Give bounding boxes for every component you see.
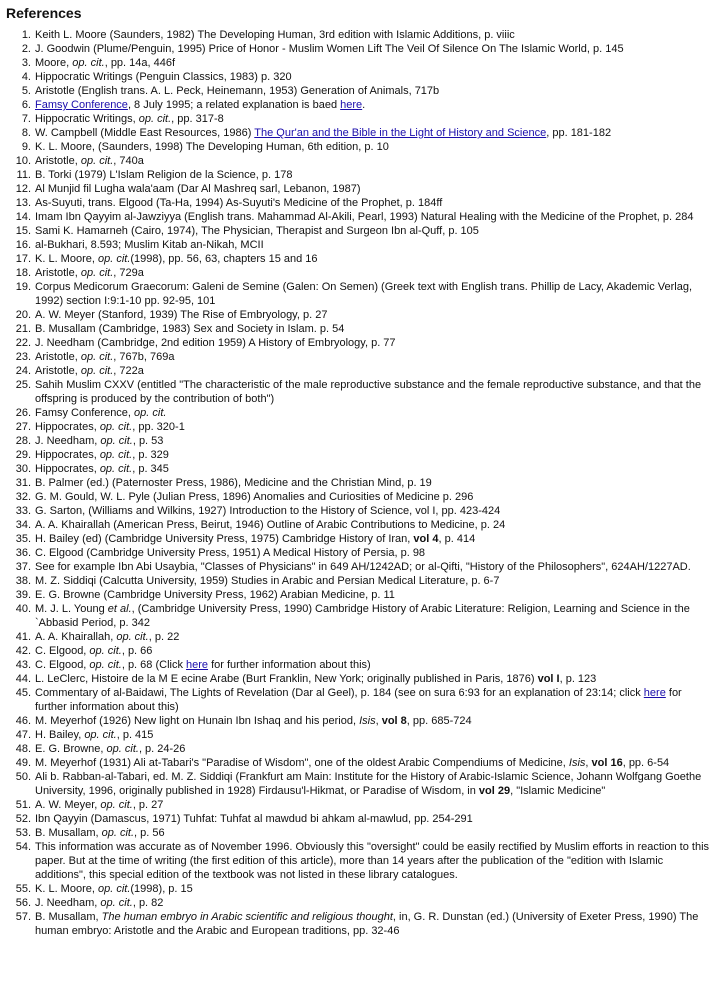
reference-number: 35. [15, 533, 31, 545]
reference-text-segment: Keith L. Moore (Saunders, 1982) The Developing Human, 3rd edition with Islamic Additions, p. viiic [35, 29, 515, 41]
reference-italic-text: op. cit. [100, 435, 133, 447]
reference-text [35, 112, 712, 126]
reference-text [35, 350, 712, 364]
reference-italic-text: op. cit. [106, 743, 139, 755]
reference-number: 5. [21, 85, 31, 97]
reference-number: 6. [21, 99, 31, 111]
reference-text-segment: L. LeClerc, Histoire de la M E ecine Arabe (Burt Franklin, New York; originally published in Paris, 1876) [35, 673, 538, 685]
reference-text-segment: J. Needham, [35, 897, 101, 909]
reference-text-segment: M. Meyerhof (1931) Ali at-Tabari's "Paradise of Wisdom", one of the oldest Arabic Compendiums of Medicine, [35, 757, 569, 769]
reference-item [6, 378, 712, 406]
reference-bold-text: vol 4 [413, 533, 439, 545]
reference-item [6, 882, 712, 896]
reference-text [35, 490, 712, 504]
reference-number: 24. [15, 365, 31, 377]
reference-text [35, 42, 712, 56]
reference-number: 39. [15, 589, 31, 601]
reference-number: 50. [15, 771, 31, 783]
reference-link[interactable]: Famsy Conference [35, 99, 128, 111]
reference-text [35, 336, 712, 350]
reference-italic-text: op. cit. [99, 421, 133, 433]
reference-number: 4. [21, 71, 31, 83]
reference-item [6, 812, 712, 826]
reference-text [35, 210, 712, 224]
reference-item [6, 714, 712, 728]
reference-number: 30. [15, 463, 31, 475]
reference-text [35, 224, 712, 238]
reference-number: 54. [15, 841, 31, 853]
reference-text-segment: J. Needham (Cambridge, 2nd edition 1959) A History of Embryology, p. 77 [35, 337, 396, 349]
reference-number: 22. [15, 337, 31, 349]
reference-text-segment: E. G. Browne (Cambridge University Press, 1962) Arabian Medicine, p. 11 [35, 589, 395, 601]
reference-bold-text: vol 16 [591, 757, 623, 769]
reference-number: 9. [21, 141, 31, 153]
reference-item [6, 756, 712, 770]
reference-number: 1. [21, 29, 31, 41]
reference-italic-text: op. cit. [100, 897, 133, 909]
reference-italic-text: op. cit. [134, 407, 167, 419]
reference-text-segment: al-Bukhari, 8.593; Muslim Kitab an-Nikah, MCII [35, 239, 264, 251]
reference-text [35, 308, 712, 322]
reference-number: 42. [15, 645, 31, 657]
reference-text-segment: A. W. Meyer, [35, 799, 101, 811]
reference-item [6, 588, 712, 602]
reference-number: 55. [15, 883, 31, 895]
reference-item [6, 742, 712, 756]
reference-text-segment: Moore, [35, 57, 73, 69]
reference-text [35, 420, 712, 434]
reference-text-segment: , p. 66 [121, 645, 153, 657]
reference-bold-text: vol I [537, 673, 560, 685]
reference-item [6, 518, 712, 532]
reference-text [35, 798, 712, 812]
reference-number: 17. [15, 253, 31, 265]
reference-number: 49. [15, 757, 31, 769]
reference-text-segment: B. Musallam (Cambridge, 1983) Sex and Society in Islam. p. 54 [35, 323, 345, 335]
reference-text-segment: Aristotle, [35, 155, 81, 167]
reference-text [35, 714, 712, 728]
reference-text [35, 588, 712, 602]
reference-text-segment: G. M. Gould, W. L. Pyle (Julian Press, 1896) Anomalies and Curiosities of Medicine p. 296 [35, 491, 474, 503]
reference-number: 19. [15, 281, 31, 293]
reference-text-segment: , [375, 715, 382, 727]
reference-number: 15. [15, 225, 31, 237]
reference-number: 11. [16, 169, 31, 181]
reference-item [6, 350, 712, 364]
reference-text-segment: Commentary of al-Baidawi, The Lights of Revelation (Dar al Geel), p. 184 (see on sura 6:93 for an explanation of 23:14; click [35, 687, 644, 699]
reference-item [6, 56, 712, 70]
reference-text [35, 756, 712, 770]
reference-item [6, 42, 712, 56]
reference-text-segment: , p. 329 [132, 449, 169, 461]
reference-text-segment: , p. 68 (Click [121, 659, 187, 671]
reference-text-segment: Famsy Conference, [35, 407, 135, 419]
reference-italic-text: op. cit. [138, 113, 172, 125]
reference-text-segment: B. Torki (1979) L'Islam Religion de la Science, p. 178 [35, 169, 293, 181]
reference-item [6, 546, 712, 560]
reference-item [6, 672, 712, 686]
reference-item [6, 98, 712, 112]
reference-text-segment: C. Elgood, [35, 659, 90, 671]
reference-italic-text: op. cit. [99, 449, 133, 461]
reference-italic-text: op. cit. [116, 631, 149, 643]
reference-number: 34. [15, 519, 31, 531]
reference-text [35, 812, 712, 826]
reference-text-segment: Imam Ibn Qayyim al-Jawziyya (English trans. Mahammad Al-Akili, Pearl, 1993) Natural Healing with the Medicine of the Prophet, p. 284 [35, 211, 694, 223]
reference-text-segment: This information was accurate as of November 1996. Obviously this "oversight" could be easily rectified by Muslim efforts in reaction to this paper. But at the time of writing (the first edition of this article), more than 14 years after the publication of the "edition with Islamic additions", this special edition of the textbook was not listed in these library catalogues. [35, 841, 710, 881]
reference-text [35, 728, 712, 742]
reference-item [6, 602, 712, 630]
reference-text [35, 826, 712, 840]
reference-text-segment: (1998), p. 15 [130, 883, 193, 895]
reference-item [6, 840, 712, 882]
reference-italic-text: op. cit. [80, 351, 114, 363]
reference-link[interactable]: here [186, 659, 209, 671]
reference-number: 57. [15, 911, 31, 923]
reference-text [35, 98, 712, 112]
reference-text [35, 140, 712, 154]
reference-number: 7. [21, 113, 31, 125]
reference-italic-text: op. cit. [80, 365, 114, 377]
reference-text [35, 238, 712, 252]
reference-item [6, 490, 712, 504]
reference-number: 29. [15, 449, 31, 461]
reference-item [6, 826, 712, 840]
reference-text-segment: B. Palmer (ed.) (Paternoster Press, 1986), Medicine and the Christian Mind, p. 19 [35, 477, 432, 489]
reference-text-segment: , pp. 685-724 [406, 715, 472, 727]
reference-text-segment: M. J. L. Young [35, 603, 108, 615]
reference-number: 38. [15, 575, 31, 587]
reference-text [35, 504, 712, 518]
reference-text-segment: , pp. 181-182 [546, 127, 612, 139]
reference-text-segment: Sami K. Hamarneh (Cairo, 1974), The Physician, Therapist and Surgeon Ibn al-Quff, p. 105 [35, 225, 479, 237]
reference-item [6, 686, 712, 714]
reference-item [6, 196, 712, 210]
reference-bold-text: vol 29 [478, 785, 511, 797]
reference-item [6, 154, 712, 168]
reference-item [6, 280, 712, 308]
reference-number: 40. [15, 603, 31, 615]
reference-text-segment: , p. 345 [132, 463, 169, 475]
reference-text [35, 168, 712, 182]
reference-text-segment: , p. 82 [132, 897, 164, 909]
reference-item [6, 238, 712, 252]
reference-number: 32. [15, 491, 31, 503]
reference-text-segment: K. L. Moore, (Saunders, 1998) The Developing Human, 6th edition, p. 10 [35, 141, 389, 153]
reference-number: 48. [15, 743, 31, 755]
reference-item [6, 896, 712, 910]
reference-text [35, 406, 712, 420]
reference-text-segment: , p. 56 [134, 827, 165, 839]
reference-text-segment: , pp. 6-54 [622, 757, 670, 769]
reference-italic-text: op. cit. [97, 883, 131, 895]
reference-item [6, 420, 712, 434]
reference-text-segment: , (Cambridge University Press, 1990) Cambridge History of Arabic Literature: Religion, Learning and Science in the `Abbasid Period, p. 342 [35, 603, 690, 629]
reference-text-segment: M. Meyerhof (1926) New light on Hunain Ibn Ishaq and his period, [35, 715, 360, 727]
reference-number: 18. [15, 267, 31, 279]
reference-text [35, 644, 712, 658]
reference-text [35, 322, 712, 336]
reference-item [6, 798, 712, 812]
reference-text [35, 154, 712, 168]
reference-number: 45. [15, 687, 31, 699]
reference-text [35, 672, 712, 686]
reference-italic-text: op. cit. [80, 267, 114, 279]
reference-text-segment: (1998), pp. 56, 63, chapters 15 and 16 [130, 253, 318, 265]
reference-text-segment: Ali b. Rabban-al-Tabari, ed. M. Z. Siddiqi (Frankfurt am Main: Institute for the History of Arabic-Islamic Science, Johann Wolfgang Goethe University, 1996, originally published in 1928) Firdausu'l-Hikmat, or Paradise of Wisdom, in [35, 771, 702, 797]
reference-text [35, 840, 712, 882]
reference-number: 33. [15, 505, 31, 517]
reference-italic-text: op. cit. [99, 463, 133, 475]
reference-number: 46. [15, 715, 31, 727]
reference-number: 44. [15, 673, 31, 685]
reference-text-segment: , p. 24-26 [138, 743, 186, 755]
reference-item [6, 224, 712, 238]
reference-text-segment: W. Campbell (Middle East Resources, 1986) [35, 127, 255, 139]
reference-text-segment: Ibn Qayyin (Damascus, 1971) Tuhfat: Tuhfat al mawdud bi ahkam al-mawlud, pp. 254-291 [35, 813, 473, 825]
reference-item [6, 28, 712, 42]
reference-text-segment: G. Sarton, (Williams and Wilkins, 1927) Introduction to the History of Science, vol I, pp. 423-424 [35, 505, 501, 517]
reference-text-segment: , p. 53 [132, 435, 164, 447]
reference-text [35, 126, 712, 140]
reference-text-segment: B. Musallam, [35, 911, 102, 923]
reference-text-segment: for further information about this) [208, 659, 371, 671]
reference-number: 20. [15, 309, 31, 321]
reference-item [6, 252, 712, 266]
reference-number: 43. [15, 659, 31, 671]
reference-text [35, 56, 712, 70]
reference-text-segment: , p. 123 [559, 673, 597, 685]
reference-item [6, 182, 712, 196]
reference-italic-text: op. cit. [84, 729, 117, 741]
reference-italic-text: op. cit. [97, 253, 131, 265]
reference-text-segment: Hippocrates, [35, 449, 100, 461]
reference-text-segment: C. Elgood (Cambridge University Press, 1951) A Medical History of Persia, p. 98 [35, 547, 426, 559]
reference-text [35, 462, 712, 476]
reference-text [35, 280, 712, 308]
reference-item [6, 126, 712, 140]
reference-number: 27. [15, 421, 31, 433]
reference-item [6, 406, 712, 420]
reference-number: 56. [15, 897, 31, 909]
reference-text-segment: B. Musallam, [35, 827, 102, 839]
reference-item [6, 770, 712, 798]
reference-text-segment: A. W. Meyer (Stanford, 1939) The Rise of Embryology, p. 27 [35, 309, 328, 321]
reference-text-segment: , in, G. R. Dunstan (ed.) (University of Exeter Press, 1990) The human embryo: Aristotle and the Arabic and European traditions, pp. 32-46 [35, 911, 699, 937]
reference-item [6, 630, 712, 644]
reference-item [6, 910, 712, 938]
reference-text [35, 574, 712, 588]
reference-number: 36. [15, 547, 31, 559]
reference-item [6, 70, 712, 84]
reference-text [35, 84, 712, 98]
reference-text [35, 196, 712, 210]
reference-number: 26. [15, 407, 31, 419]
reference-text [35, 252, 712, 266]
reference-text-segment: , [585, 757, 592, 769]
reference-italic-text: op. cit. [89, 645, 122, 657]
reference-text [35, 476, 712, 490]
reference-text [35, 686, 712, 714]
reference-text [35, 882, 712, 896]
reference-text-segment: , p. 415 [116, 729, 154, 741]
reference-text [35, 364, 712, 378]
reference-text-segment: Hippocrates, [35, 463, 100, 475]
reference-text [35, 434, 712, 448]
reference-text-segment: , 740a [113, 155, 144, 167]
reference-text [35, 910, 712, 938]
reference-number: 53. [15, 827, 31, 839]
reference-text [35, 630, 712, 644]
reference-item [6, 560, 712, 574]
reference-number: 8. [21, 127, 31, 139]
reference-text [35, 518, 712, 532]
reference-text-segment: E. G. Browne, [35, 743, 107, 755]
reference-item [6, 322, 712, 336]
reference-text [35, 182, 712, 196]
reference-italic-text: et al. [107, 603, 132, 615]
reference-text [35, 742, 712, 756]
reference-item [6, 140, 712, 154]
reference-italic-text: op. cit. [89, 659, 122, 671]
reference-text-segment: Aristotle (English trans. A. L. Peck, Heinemann, 1953) Generation of Animals, 717b [35, 85, 440, 97]
reference-text-segment: Hippocratic Writings (Penguin Classics, 1983) p. 320 [35, 71, 292, 83]
reference-number: 51. [15, 799, 31, 811]
reference-item [6, 476, 712, 490]
reference-text-segment: J. Goodwin (Plume/Penguin, 1995) Price of Honor - Muslim Women Lift The Veil Of Silence On The Islamic World, p. 145 [35, 43, 624, 55]
reference-text-segment: Aristotle, [35, 267, 81, 279]
reference-italic-text: Isis [568, 757, 586, 769]
reference-number: 41. [15, 631, 31, 643]
reference-link[interactable]: here [340, 99, 363, 111]
reference-text [35, 560, 712, 574]
reference-number: 3. [21, 57, 31, 69]
reference-text-segment: , 722a [113, 365, 144, 377]
reference-text-segment: , 8 July 1995; a related explanation is baed [127, 99, 341, 111]
reference-text-segment: Al Munjid fil Lugha wala'aam (Dar Al Mashreq sarl, Lebanon, 1987) [35, 183, 361, 195]
reference-number: 10. [15, 155, 31, 167]
reference-text-segment: H. Bailey, [35, 729, 85, 741]
reference-item [6, 210, 712, 224]
reference-italic-text: The human embryo in Arabic scientific and religious thought [101, 911, 393, 923]
reference-number: 12. [15, 183, 31, 195]
reference-text-segment: . [362, 99, 366, 111]
reference-text-segment: Corpus Medicorum Graecorum: Galeni de Semine (Galen: On Semen) (Greek text with English trans. Phillip de Lacy, Akademic Verlag, 1992) section I:9:1-10 pp. 92-95, 101 [35, 281, 693, 307]
reference-item [6, 532, 712, 546]
reference-text [35, 658, 712, 672]
reference-italic-text: op. cit. [72, 57, 105, 69]
reference-text [35, 532, 712, 546]
reference-link[interactable]: The Qur'an and the Bible in the Light of History and Science [254, 127, 547, 139]
reference-text-segment: , "Islamic Medicine" [510, 785, 606, 797]
reference-text-segment: Aristotle, [35, 365, 81, 377]
reference-text-segment: , pp. 317-8 [171, 113, 224, 125]
reference-text-segment: K. L. Moore, [35, 253, 98, 265]
reference-text [35, 602, 712, 630]
reference-text-segment: , p. 27 [132, 799, 164, 811]
reference-item [6, 644, 712, 658]
reference-number: 28. [15, 435, 31, 447]
reference-number: 31. [15, 477, 31, 489]
reference-text-segment: Hippocrates, [35, 421, 100, 433]
reference-text [35, 28, 712, 42]
reference-number: 21. [15, 323, 31, 335]
reference-text-segment: As-Suyuti, trans. Elgood (Ta-Ha, 1994) As-Suyuti's Medicine of the Prophet, p. 184ff [35, 197, 443, 209]
reference-italic-text: op. cit. [101, 827, 135, 839]
reference-text-segment: , 767b, 769a [113, 351, 175, 363]
reference-item [6, 728, 712, 742]
reference-text [35, 70, 712, 84]
reference-text [35, 378, 712, 406]
reference-item [6, 336, 712, 350]
reference-item [6, 266, 712, 280]
reference-link[interactable]: here [643, 687, 666, 699]
reference-italic-text: Isis [359, 715, 376, 727]
reference-text [35, 546, 712, 560]
reference-bold-text: vol 8 [381, 715, 407, 727]
reference-text [35, 896, 712, 910]
reference-item [6, 434, 712, 448]
reference-text-segment: H. Bailey (ed) (Cambridge University Press, 1975) Cambridge History of Iran, [35, 533, 414, 545]
reference-number: 2. [21, 43, 31, 55]
reference-number: 14. [15, 211, 31, 223]
reference-item [6, 462, 712, 476]
reference-item [6, 112, 712, 126]
reference-item [6, 448, 712, 462]
reference-text-segment: M. Z. Siddiqi (Calcutta University, 1959) Studies in Arabic and Persian Medical Literature, p. 6-7 [35, 575, 500, 587]
reference-italic-text: op. cit. [100, 799, 133, 811]
reference-number: 16. [15, 239, 31, 251]
reference-item [6, 84, 712, 98]
reference-list [6, 28, 712, 938]
reference-number: 25. [15, 379, 31, 391]
reference-text-segment: Hippocratic Writings, [35, 113, 139, 125]
reference-text [35, 266, 712, 280]
reference-italic-text: op. cit. [80, 155, 114, 167]
page-title: References [6, 5, 82, 21]
reference-text-segment: A. A. Khairallah (American Press, Beirut, 1946) Outline of Arabic Contributions to Medicine, p. 24 [35, 519, 506, 531]
reference-text-segment: , pp. 14a, 446f [104, 57, 176, 69]
reference-text-segment: , p. 22 [148, 631, 180, 643]
reference-text [35, 770, 712, 798]
reference-number: 37. [15, 561, 31, 573]
reference-text-segment: K. L. Moore, [35, 883, 98, 895]
reference-text-segment: Aristotle, [35, 351, 81, 363]
reference-text-segment: , p. 414 [438, 533, 476, 545]
reference-text-segment: A. A. Khairallah, [35, 631, 117, 643]
reference-item [6, 658, 712, 672]
reference-text-segment: J. Needham, [35, 435, 101, 447]
reference-number: 23. [15, 351, 31, 363]
reference-item [6, 308, 712, 322]
reference-item [6, 574, 712, 588]
reference-text-segment: Sahih Muslim CXXV (entitled "The characteristic of the male reproductive substance and the female reproductive substance, and that the offspring is produced by the contribution of both") [35, 379, 702, 405]
reference-text-segment: C. Elgood, [35, 645, 90, 657]
reference-text-segment: , 729a [113, 267, 144, 279]
reference-number: 47. [15, 729, 31, 741]
reference-item [6, 504, 712, 518]
reference-item [6, 168, 712, 182]
reference-text-segment: See for example Ibn Abi Usaybia, "Classes of Physicians" in 649 AH/1242AD; or al-Qifti, "History of the Philosophers", 624AH/1227AD. [35, 561, 691, 573]
reference-item [6, 364, 712, 378]
reference-number: 13. [15, 197, 31, 209]
reference-text [35, 448, 712, 462]
reference-number: 52. [15, 813, 31, 825]
reference-text-segment: , pp. 320-1 [132, 421, 185, 433]
reference-text-segment: for further information about this) [35, 687, 682, 713]
